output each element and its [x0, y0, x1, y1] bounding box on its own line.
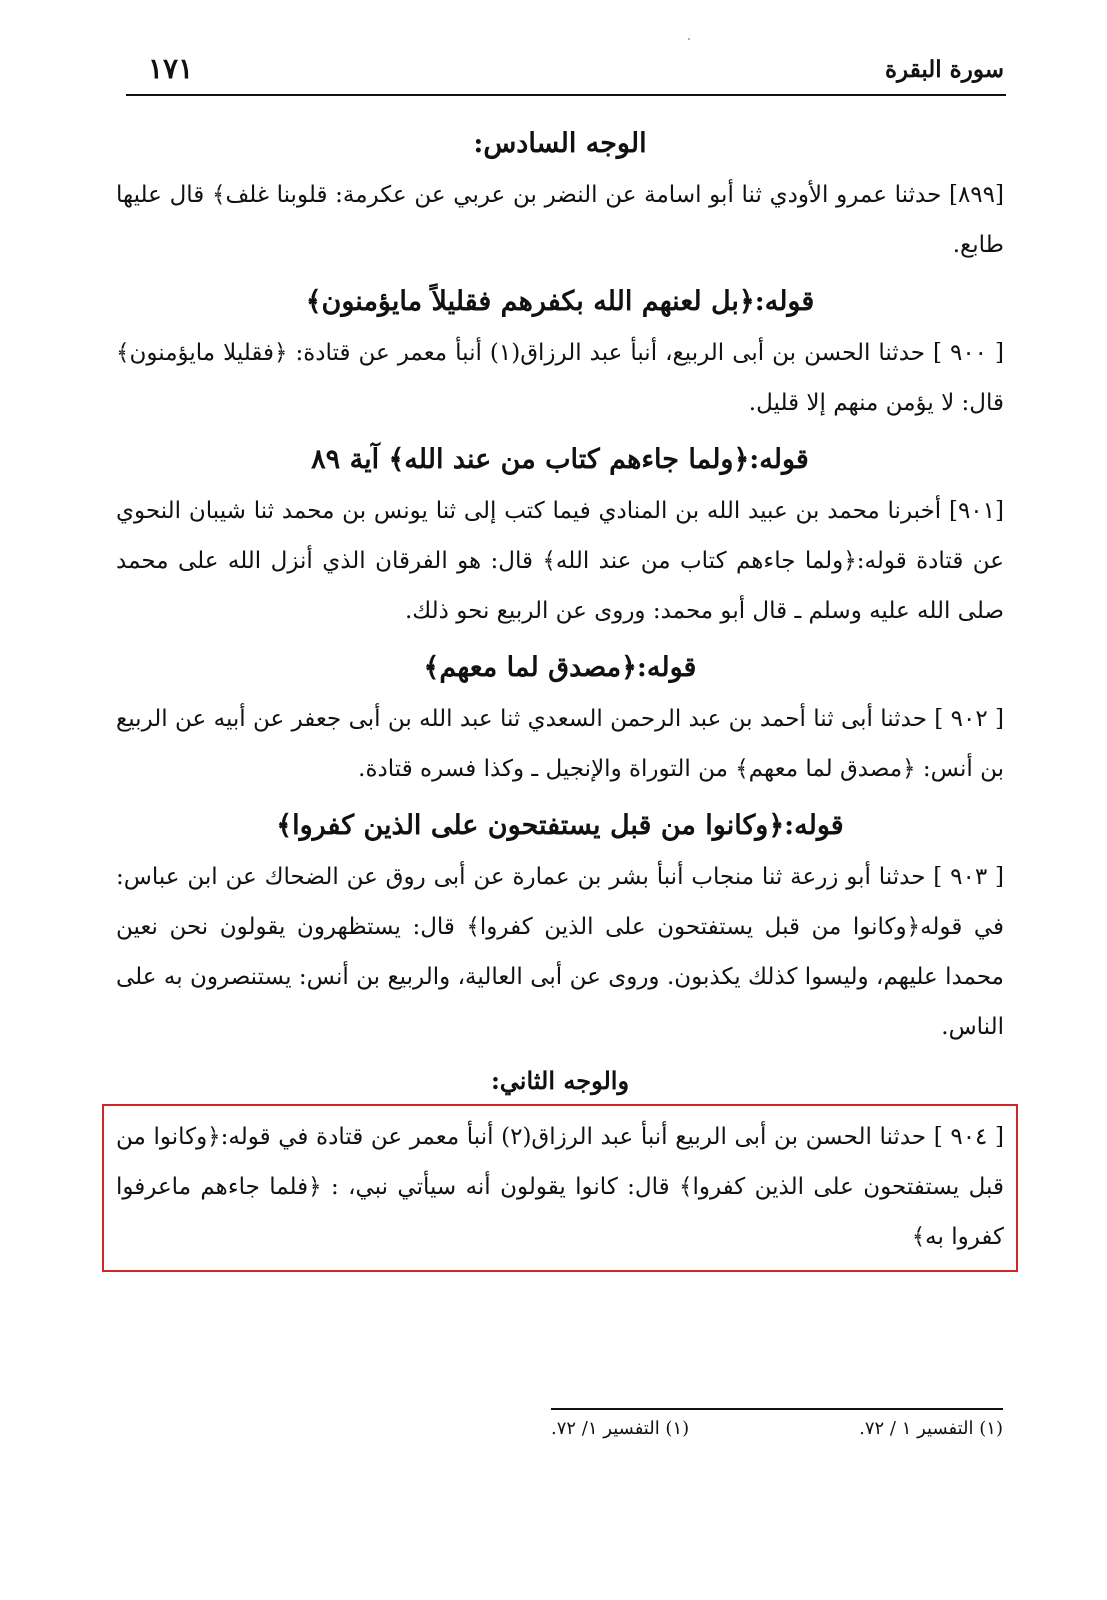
hadith-paragraph: [ ٩٠٢ ] حدثنا أبى ثنا أحمد بن عبد الرحمن السعدي ثنا عبد الله بن أبى جعفر عن أبيه عن الربيع بن أنس: ﴿مصدق لما معهم﴾ من التوراة والإنجيل ـ وكذا فسره قتادة. — [116, 706, 1004, 782]
page-header — [126, 52, 1006, 96]
page-number: ١٧١ — [148, 52, 194, 85]
section-heading: قوله:﴿وكانوا من قبل يستفتحون على الذين كفروا﴾ — [276, 810, 844, 841]
hadith-paragraph: [ ٩٠٠ ] حدثنا الحسن بن أبى الربيع، أنبأ عبد الرزاق(١) أنبأ معمر عن قتادة: ﴿فقليلا مايؤمنون﴾ قال: لا يؤمن منهم إلا قليل. — [116, 340, 1005, 416]
surah-title: سورة البقرة — [884, 56, 1004, 83]
footnote-2: (١) التفسير ١/ ٧٢. — [551, 1418, 690, 1439]
footnotes — [551, 1408, 1003, 1439]
hadith-paragraph: [٨٩٩] حدثنا عمرو الأودي ثنا أبو اسامة عن النضر بن عربي عن عكرمة: قلوبنا غلف﴾ قال عليها طابع. — [116, 182, 1004, 258]
hadith-paragraph-highlighted: [ ٩٠٤ ] حدثنا الحسن بن أبى الربيع أنبأ عبد الرزاق(٢) أنبأ معمر عن قتادة في قوله:﴿وكانوا من قبل يستفتحون على الذين كفروا﴾ قال: كانوا يقولون أنه سيأتي نبي، : ﴿فلما جاءهم ماعرفوا كفروا به﴾ — [116, 1124, 1004, 1250]
stray-dot — [688, 38, 690, 40]
footnote-1: (١) التفسير ١ / ٧٢. — [859, 1418, 1003, 1439]
page-body — [116, 118, 1004, 1272]
hadith-paragraph: [ ٩٠٣ ] حدثنا أبو زرعة ثنا منجاب أنبأ بشر بن عمارة عن أبى روق عن الضحاك عن ابن عباس: في قوله﴿وكانوا من قبل يستفتحون على الذين كفروا﴾ قال: يستظهرون يقولون نحن نعين محمدا عليهم، وليسوا كذلك يكذبون. وروى عن أبى العالية، والربيع بن أنس: يستنصرون به على الناس. — [116, 864, 1004, 1040]
section-heading: قوله:﴿مصدق لما معهم﴾ — [423, 652, 697, 683]
section-heading: قوله:﴿بل لعنهم الله بكفرهم فقليلاً مايؤمنون﴾ — [305, 286, 815, 317]
section-heading: الوجه السادس: — [473, 128, 647, 159]
highlighted-passage — [102, 1104, 1018, 1272]
section-subheading: والوجه الثاني: — [490, 1066, 630, 1095]
section-heading: قوله:﴿ولما جاءهم كتاب من عند الله﴾ آية ٨٩ — [311, 444, 809, 475]
hadith-paragraph: [٩٠١] أخبرنا محمد بن عبيد الله بن المنادي فيما كتب إلى ثنا يونس بن محمد ثنا شيبان النحوي عن قتادة قوله:﴿ولما جاءهم كتاب من عند الله﴾ قال: هو الفرقان الذي أنزل الله على محمد صلى الله عليه وسلم ـ قال أبو محمد: وروى عن الربيع نحو ذلك. — [116, 498, 1004, 624]
